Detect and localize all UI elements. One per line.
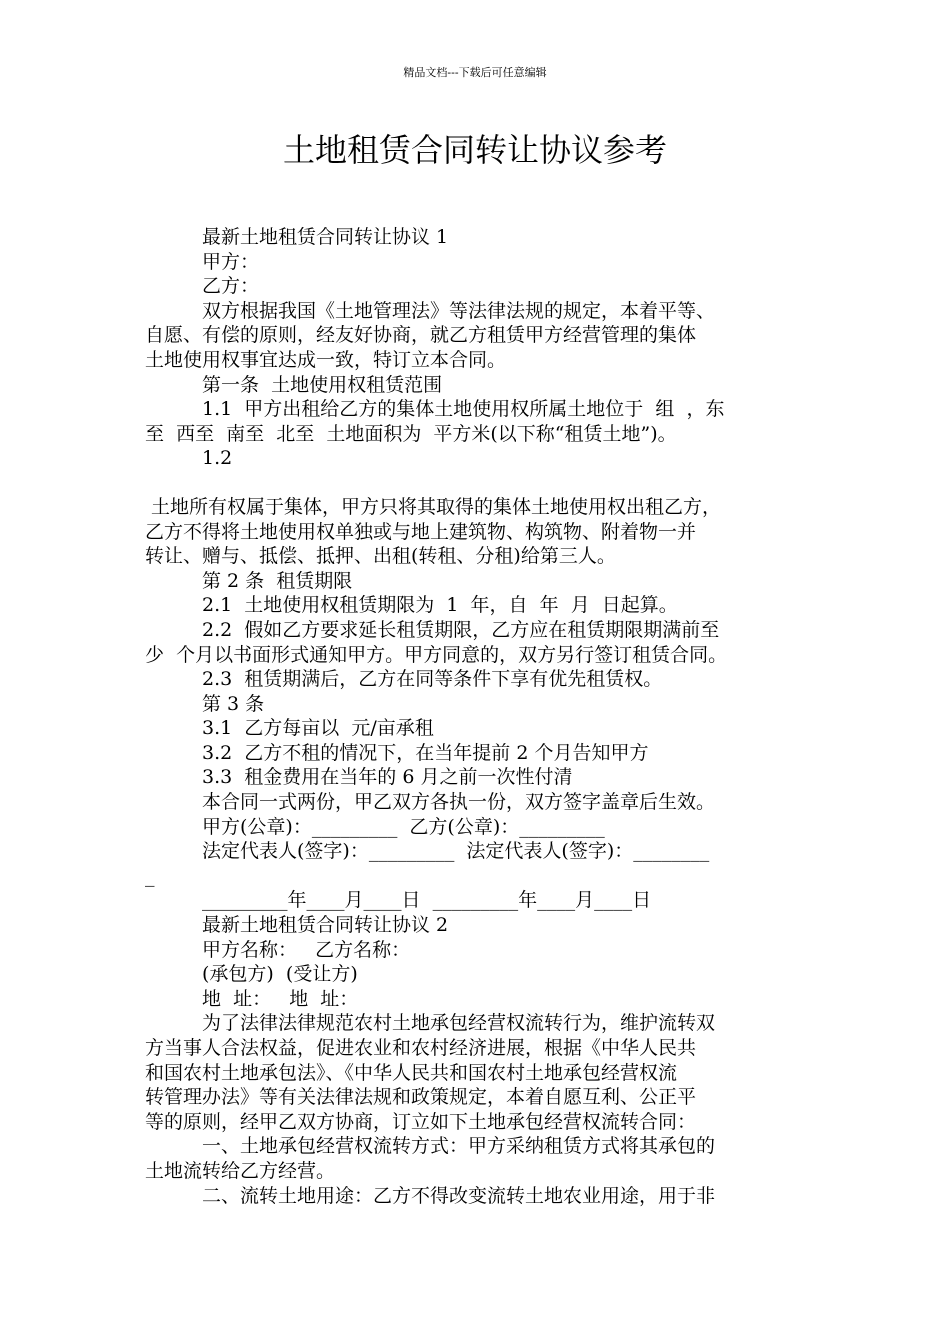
paragraph-line: 甲方(公章)：_________ 乙方(公章)：_________ [202, 815, 605, 838]
paragraph-line: 2.2 假如乙方要求延长租赁期限，乙方应在租赁期限期满前至 [202, 618, 720, 641]
paragraph-line: 2.3 租赁期满后，乙方在同等条件下享有优先租赁权。 [202, 668, 663, 691]
paragraph-line: 等的原则，经甲乙双方协商，订立如下土地承包经营权流转合同： [145, 1110, 697, 1133]
paragraph-line: 一、土地承包经营权流转方式：甲方采纳租赁方式将其承包的 [202, 1135, 716, 1158]
paragraph-line: (承包方) (受让方) [202, 963, 358, 986]
paragraph-line: 1.1 甲方出租给乙方的集体土地使用权所属土地位于 组 ，东 [202, 398, 725, 421]
paragraph-line: 方当事人合法权益，促进农业和农村经济进展，根据《中华人民共 [145, 1037, 697, 1059]
paragraph-line: 3.1 乙方每亩以 元/亩承租 [202, 717, 434, 740]
paragraph-line: 乙方不得将土地使用权单独或与地上建筑物、构筑物、附着物一并 [145, 520, 697, 543]
paragraph-line: 最新土地租赁合同转让协议 1 [202, 226, 449, 248]
paragraph-line: 至 西至 南至 北至 土地面积为 平方米(以下称“租赁土地”)。 [145, 422, 677, 445]
paragraph-line: 土地使用权事宜达成一致，特订立本合同。 [145, 348, 507, 371]
paragraph-line: 2.1 土地使用权租赁期限为 1 年，自 年 月 日起算。 [202, 594, 678, 617]
document-title: 土地租赁合同转让协议参考 [282, 131, 667, 169]
paragraph-line: 少 个月以书面形式通知甲方。甲方同意的，双方另行签订租赁合同。 [145, 643, 728, 666]
paragraph-line: 甲方名称： 乙方名称： [202, 938, 411, 961]
paragraph-line: _ [145, 864, 155, 887]
paragraph-line: 第 2 条 租赁期限 [202, 569, 353, 592]
paragraph-line: 土地流转给乙方经营。 [145, 1159, 336, 1182]
paragraph-line: 最新土地租赁合同转让协议 2 [202, 914, 449, 937]
paragraph-line: 乙方： [202, 275, 260, 298]
paragraph-line: 和国农村土地承包法》、《中华人民共和国农村土地承包经营权流 [145, 1061, 678, 1084]
paragraph-line: 转管理办法》等有关法律法规和政策规定，本着自愿互利、公正平 [145, 1086, 697, 1109]
paragraph-line: 二、流转土地用途：乙方不得改变流转土地农业用途，用于非 [202, 1184, 716, 1207]
paragraph-line: 本合同一式两份，甲乙双方各执一份，双方签字盖章后生效。 [202, 791, 716, 814]
paragraph-line: 甲方： [202, 250, 260, 273]
paragraph-line: 第一条 土地使用权租赁范围 [202, 373, 443, 396]
paragraph-line: 转让、赠与、抵偿、抵押、出租(转租、分租)给第三人。 [145, 545, 616, 568]
paragraph-line: 3.3 租金费用在当年的 6 月之前一次性付清 [202, 766, 573, 789]
paragraph-line: 1.2 [202, 447, 233, 470]
paragraph-line: 双方根据我国《土地管理法》等法律法规的规定，本着平等、 [202, 299, 716, 322]
paragraph-line: 为了法律法律规范农村土地承包经营权流转行为，维护流转双 [202, 1012, 716, 1035]
paragraph-line: 3.2 乙方不租的情况下，在当年提前 2 个月告知甲方 [202, 741, 649, 764]
paragraph-line [145, 471, 810, 495]
paragraph-line: 第 3 条 [202, 692, 265, 715]
header-note: 精品文档---下载后可任意编辑 [403, 66, 547, 79]
paragraph-line: 法定代表人(签字)：_________ 法定代表人(签字)：________ [202, 840, 710, 863]
paragraph-line: _________年____月____日 _________年____月____日 [202, 889, 652, 912]
document-body [145, 225, 810, 1208]
paragraph-line: 土地所有权属于集体，甲方只将其取得的集体土地使用权出租乙方， [145, 495, 722, 518]
paragraph-line: 自愿、有偿的原则，经友好协商，就乙方租赁甲方经营管理的集体 [145, 324, 697, 347]
paragraph-line: 地 址： 地 址： [202, 987, 359, 1010]
